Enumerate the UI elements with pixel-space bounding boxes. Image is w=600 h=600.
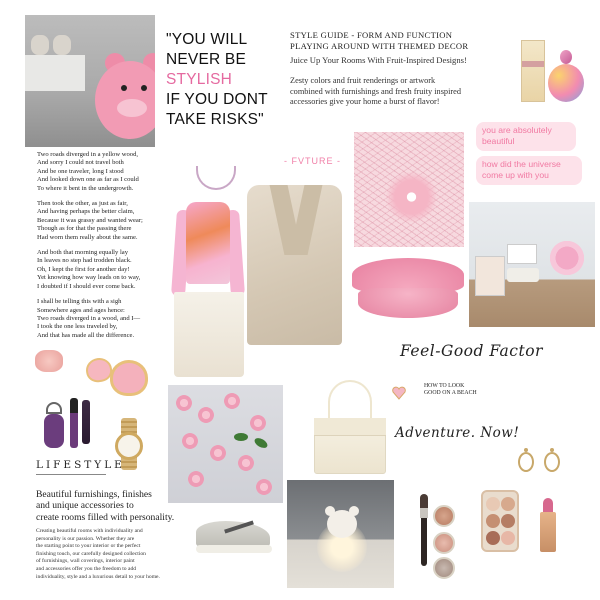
fvture-label: - FVTURE -: [284, 156, 341, 166]
pink-floral-top: [168, 190, 248, 300]
style-guide-title: STYLE GUIDE - FORM AND FUNCTION: [290, 30, 453, 40]
poem-stanza-2: Then took the other, as just as fair, And having perhaps the better claim, Because it was grassy and wanted wear; Though as for that the passing there Had worn them really about the same.: [37, 200, 143, 241]
adventure-title: Adventure. Now!: [395, 425, 520, 441]
makeup-brush-icon: [419, 494, 429, 566]
lifestyle-label: LIFESTYLE: [36, 459, 125, 471]
poem-stanza-1: Two roads diverged in a yellow wood, And sorry I could not travel both And be one traveler, long I stood And looked down one as far as I could To where it bent in the undergrowth.: [37, 151, 139, 192]
pink-sketch-artwork: [354, 132, 464, 247]
pink-lips-icon: [352, 252, 464, 322]
lifestyle-headline: Beautiful furnishings, finishes and unique accessories to create rooms filled with personality.: [36, 489, 175, 523]
necklace-icon: [196, 166, 236, 190]
lifestyle-body: Creating beautiful rooms with individuality and personality is our passion. Whether they are the starting point to your interior or the perfect finishing touch, our carefully designed collection of furnishings, wall coverings, interior paint and accessories offer you the freedom to add individuality, style and a luxurious detail to your home.: [36, 528, 160, 580]
eyelash-curler-icon: [40, 402, 66, 450]
eyeshadow-palette-icon: [481, 490, 519, 552]
heart-pendant-icon: [391, 385, 407, 401]
rose-ring-icon: [35, 350, 63, 372]
style-guide-subtitle: Juice Up Your Rooms With Fruit-Inspired Designs!: [290, 55, 467, 65]
lipstick-icon: [540, 498, 556, 552]
beige-blazer: [247, 185, 342, 345]
perfume-bottle-icon: [546, 50, 586, 102]
poem-text: [37, 151, 167, 347]
eyeshadow-pot-icon: [433, 505, 455, 527]
poem-stanza-4: I shall be telling this with a sigh Somewhere ages and ages hence: Two roads diverged in a wood, and I— I took the one less traveled by, And that has made all the difference.: [37, 298, 141, 339]
cream-handbag-icon: [310, 380, 390, 480]
stylish-quote: "YOU WILL NEVER BE STYLISH IF YOU DONT TAKE RISKS": [166, 31, 268, 128]
eyeshadow-pot-icon-2: [433, 532, 455, 554]
mascara-icon-2: [82, 400, 90, 444]
feel-good-title: Feel-Good Factor: [400, 342, 543, 360]
how-to-look-good-article: HOW TO LOOK GOOD ON A BEACH: [424, 383, 477, 396]
poem-stanza-3: And both that morning equally lay In leaves no step had trodden black. Oh, I kept the first for another day! Yet knowing how way leads on to way, I doubted if I should ever come back.: [37, 249, 141, 290]
compliment-bubble-2: how did the universe come up with you: [476, 156, 582, 185]
mascara-icon: [70, 398, 78, 448]
floating-flowers-photo: [168, 385, 283, 503]
eyeshadow-pot-icon-3: [433, 557, 455, 579]
gold-hoop-earrings-icon: [516, 448, 566, 478]
style-guide-title-2: PLAYING AROUND WITH THEMED DECOR: [290, 41, 469, 51]
plush-bear-photo: [25, 15, 155, 147]
sneakers-icon: [196, 507, 276, 557]
heart-earrings-icon: [86, 350, 150, 400]
perfume-box-icon: [521, 40, 545, 102]
cream-skirt: [174, 292, 244, 377]
lifestyle-divider: [36, 474, 106, 475]
room-decor-photo: [469, 202, 595, 327]
style-guide-block: [290, 30, 515, 108]
style-guide-body: Zesty colors and fruit renderings or artwork combined with furnishings and fresh fruity inspired accessories give your home a burst of flavor!: [290, 76, 461, 106]
compliment-bubble-1: you are absolutely beautiful: [476, 122, 576, 151]
bear-lamp-photo: [287, 480, 394, 588]
